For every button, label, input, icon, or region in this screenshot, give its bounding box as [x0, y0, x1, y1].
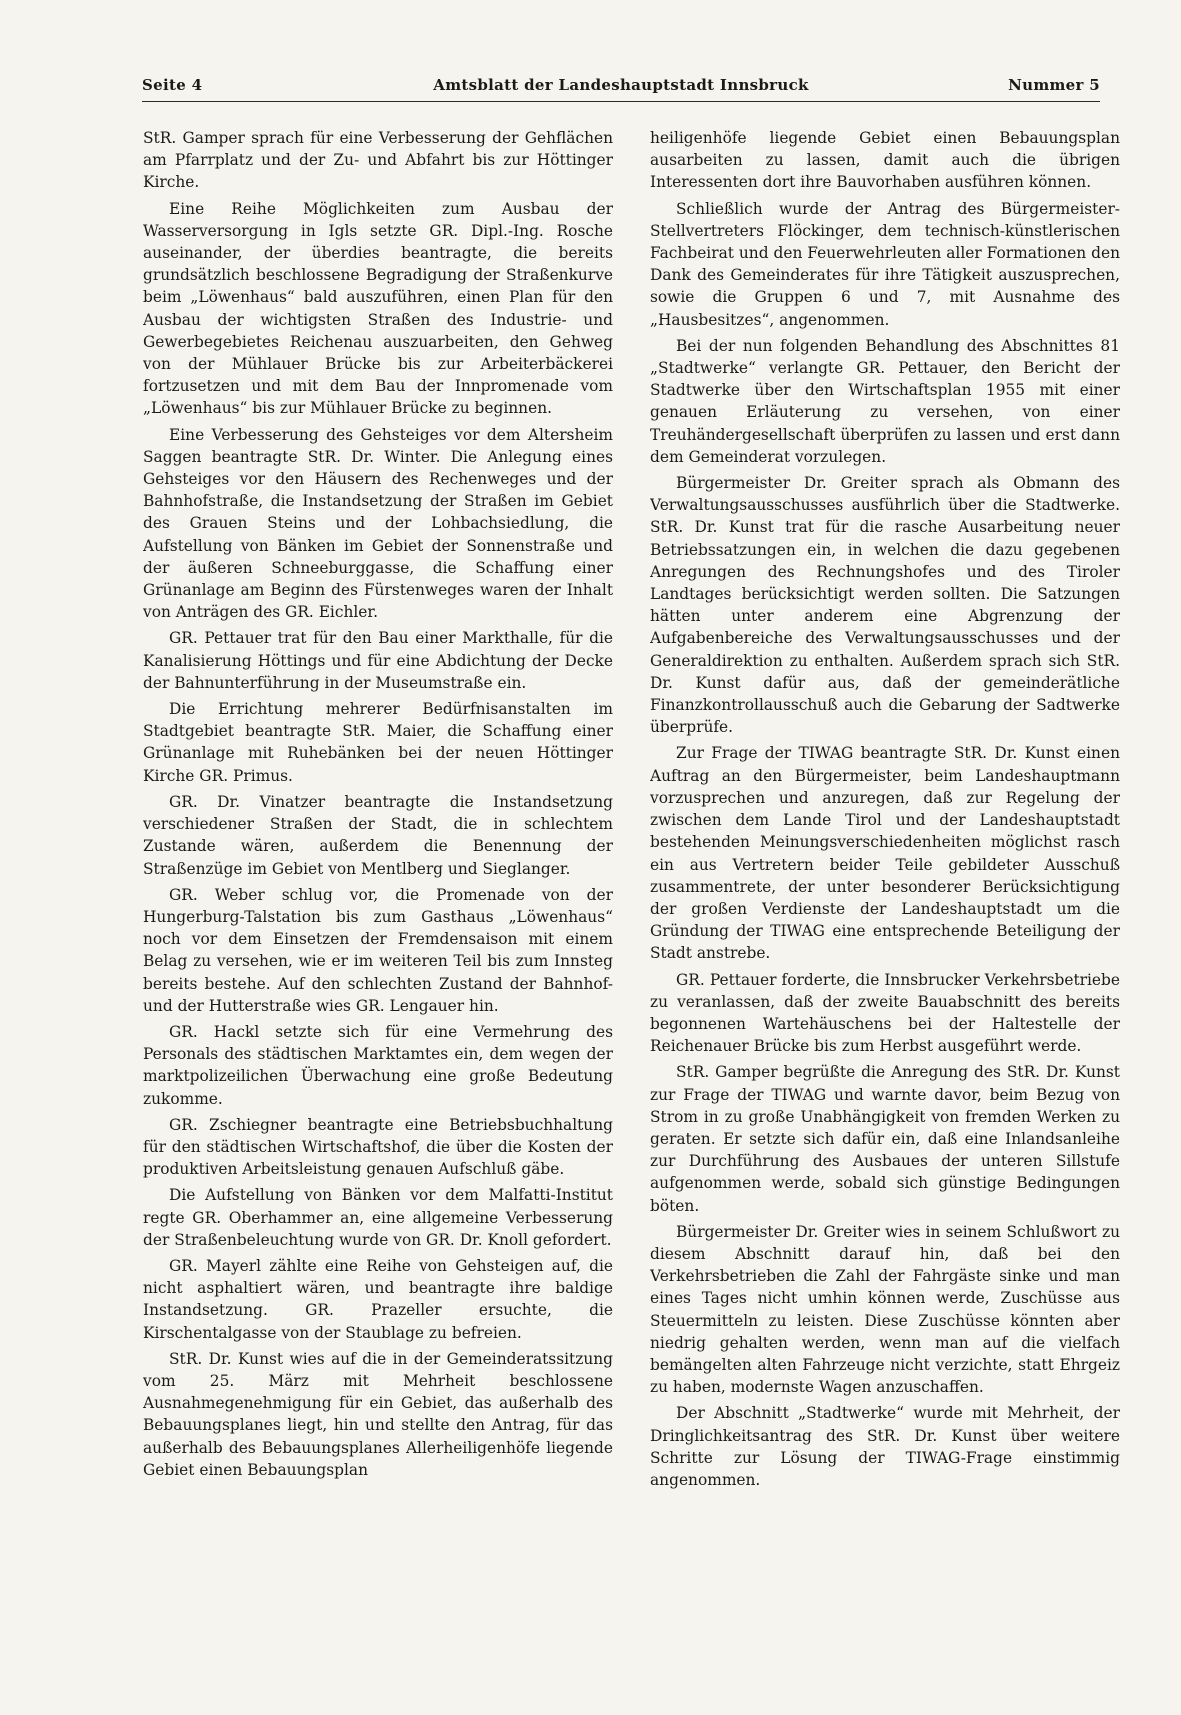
page-number: Seite 4	[142, 76, 203, 94]
paragraph: StR. Dr. Kunst wies auf die in der Gemeinderatssitzung vom 25. März mit Mehrheit beschlossene Ausnahmegenehmigung für ein Gebiet, das außerhalb des Bebauungsplanes liegt, hin und stellte den Antrag, für das außerhalb des Bebauungsplanes Allerheiligenhöfe liegende Gebiet einen Bebauungsplan	[143, 1349, 613, 1479]
paragraph: heiligenhöfe liegende Gebiet einen Bebauungsplan ausarbeiten zu lassen, damit auch die übrigen Interessenten dort ihre Bauvorhaben ausführen können.	[650, 129, 1120, 192]
paragraph: Bürgermeister Dr. Greiter sprach als Obmann des Verwaltungsausschusses ausführlich über die Stadtwerke. StR. Dr. Kunst trat für die rasche Ausarbeitung neuer Betriebssatzungen ein, in welchen die dazu gegebenen Anregungen des Rechnungshofes und des Tiroler Landtages berücksichtigt werden sollten. Die Satzungen hätten unter anderem eine Abgrenzung der Aufgabenbereiche des Verwaltungsausschusses und der Generaldirektion zu enthalten. Außerdem sprach sich StR. Dr. Kunst dafür aus, daß der gemeinderätliche Finanzkontrollausschuß auch die Gebarung der Sadtwerke überprüfe.	[650, 474, 1120, 737]
paragraph: Zur Frage der TIWAG beantragte StR. Dr. Kunst einen Auftrag an den Bürgermeister, beim Landeshauptmann vorzusprechen und anzuregen, daß zur Regelung der zwischen dem Lande Tirol und der Landeshauptstadt bestehenden Meinungsverschiedenheiten möglichst rasch ein aus Vertretern beider Teile gebildeter Ausschuß zusammentrete, der unter besonderer Berücksichtigung der großen Verdienste der Landeshauptstadt um die Gründung der TIWAG eine entsprechende Beteiligung der Stadt anstrebe.	[650, 744, 1120, 963]
paragraph: StR. Gamper begrüßte die Anregung des StR. Dr. Kunst zur Frage der TIWAG und warnte davor, beim Bezug von Strom in zu große Unabhängigkeit von fremden Werken zu geraten. Er setzte sich dafür ein, daß eine Inlandsanleihe zur Durchführung des Ausbaues der unteren Sillstufe aufgenommen werde, sobald sich günstige Bedingungen böten.	[650, 1063, 1120, 1215]
paragraph: GR. Hackl setzte sich für eine Vermehrung des Personals des städtischen Marktamtes ein, dem wegen der marktpolizeilichen Überwachung eine große Bedeutung zukomme.	[143, 1022, 613, 1108]
paragraph: Bei der nun folgenden Behandlung des Abschnittes 81 „Stadtwerke“ verlangte GR. Pettauer, den Bericht der Stadtwerke über den Wirtschaftsplan 1955 mit einer genauen Erläuterung zu versehen, von einer Treuhändergesellschaft überprüfen zu lassen und erst dann dem Gemeinderat vorzulegen.	[650, 336, 1120, 466]
paragraph: Eine Reihe Möglichkeiten zum Ausbau der Wasserversorgung in Igls setzte GR. Dipl.-Ing. Rosche auseinander, der überdies beantragte, die bereits grundsätzlich beschlossene Begradigung der Straßenkurve beim „Löwenhaus“ bald auszuführen, einen Plan für den Ausbau der wichtigsten Straßen des Industrie- und Gewerbegebietes Reichenau auszuarbeiten, den Gehweg von der Mühlauer Brücke bis zur Arbeiterbäckerei fortzusetzen und mit dem Bau der Innpromenade vom „Löwenhaus“ bis zur Mühlauer Brücke zu beginnen.	[143, 199, 613, 418]
paragraph: Der Abschnitt „Stadtwerke“ wurde mit Mehrheit, der Dringlichkeitsantrag des StR. Dr. Kunst über weitere Schritte zur Lösung der TIWAG-Frage einstimmig angenommen.	[650, 1404, 1120, 1489]
page-header	[142, 76, 1100, 98]
paragraph: Die Errichtung mehrerer Bedürfnisanstalten im Stadtgebiet beantragte StR. Maier, die Schaffung einer Grünanlage mit Ruhebänken bei der neuen Höttinger Kirche GR. Primus.	[143, 700, 613, 785]
paragraph: GR. Pettauer trat für den Bau einer Markthalle, für die Kanalisierung Höttings und für eine Abdichtung der Decke der Bahnunterführung in der Museumstraße ein.	[143, 629, 613, 692]
paragraph: Eine Verbesserung des Gehsteiges vor dem Altersheim Saggen beantragte StR. Dr. Winter. Die Anlegung eines Gehsteiges vor den Häusern des Rechenweges und der Bahnhofstraße, die Instandsetzung der Straßen im Gebiet des Grauen Steins und der Lohbachsiedlung, die Aufstellung von Bänken im Gebiet der Sonnenstraße und der äußeren Schneeburggasse, die Schaffung einer Grünanlage am Beginn des Fürstenweges waren der Inhalt von Anträgen des GR. Eichler.	[143, 425, 613, 622]
paragraph: Bürgermeister Dr. Greiter wies in seinem Schlußwort zu diesem Abschnitt darauf hin, daß bei den Verkehrsbetrieben die Zahl der Fahrgäste sinke und man eines Tages nicht umhin können werde, Zuschüsse aus Steuermitteln zu leisten. Diese Zuschüsse könnten aber niedrig gehalten werden, wenn man auf die vielfach bemängelten alten Fahrzeuge nicht verzichte, statt Ehrgeiz zu haben, modernste Wagen anzuschaffen.	[650, 1222, 1120, 1397]
header-rule	[142, 101, 1100, 102]
paragraph: GR. Dr. Vinatzer beantragte die Instandsetzung verschiedener Straßen der Stadt, die in schlechtem Zustande wären, außerdem die Benennung der Straßenzüge im Gebiet von Mentlberg und Sieglanger.	[143, 792, 613, 878]
publication-title: Amtsblatt der Landeshauptstadt Innsbruck	[433, 76, 809, 94]
issue-number: Nummer 5	[1008, 76, 1100, 94]
paragraph: Die Aufstellung von Bänken vor dem Malfatti-Institut regte GR. Oberhammer an, eine allgemeine Verbesserung der Straßenbeleuchtung wurde von GR. Dr. Knoll gefordert.	[143, 1186, 613, 1249]
paragraph: GR. Weber schlug vor, die Promenade von der Hungerburg-Talstation bis zum Gasthaus „Löwenhaus“ noch vor dem Einsetzen der Fremdensaison mit einem Belag zu versehen, wie er im weiteren Teil bis zum Innsteg bereits bestehe. Auf den schlechten Zustand der Bahnhof- und der Hutterstraße wies GR. Lengauer hin.	[143, 885, 613, 1015]
paragraph: GR. Pettauer forderte, die Innsbrucker Verkehrsbetriebe zu veranlassen, daß der zweite Bauabschnitt des bereits begonnenen Wartehäuschens bei der Haltestelle der Reichenauer Brücke bis zum Herbst ausgeführt werde.	[650, 970, 1120, 1056]
paragraph: GR. Mayerl zählte eine Reihe von Gehsteigen auf, die nicht asphaltiert wären, und beantragte ihre baldige Instandsetzung. GR. Prazeller ersuchte, die Kirschentalgasse von der Staublage zu befreien.	[143, 1256, 613, 1342]
paragraph: GR. Zschiegner beantragte eine Betriebsbuchhaltung für den städtischen Wirtschaftshof, die über die Kosten der produktiven Arbeitsleistung genauen Aufschluß gäbe.	[143, 1115, 613, 1179]
left-column	[143, 127, 613, 1587]
paragraph: StR. Gamper sprach für eine Verbesserung der Gehflächen am Pfarrplatz und der Zu- und Abfahrt bis zur Höttinger Kirche.	[143, 129, 613, 192]
paragraph: Schließlich wurde der Antrag des Bürgermeister-Stellvertreters Flöckinger, dem technisch-künstlerischen Fachbeirat und den Feuerwehrleuten aller Formationen den Dank des Gemeinderates für ihre Tätigkeit auszusprechen, sowie die Gruppen 6 und 7, mit Ausnahme des „Hausbesitzes“, angenommen.	[650, 199, 1120, 329]
right-column	[650, 127, 1120, 1587]
